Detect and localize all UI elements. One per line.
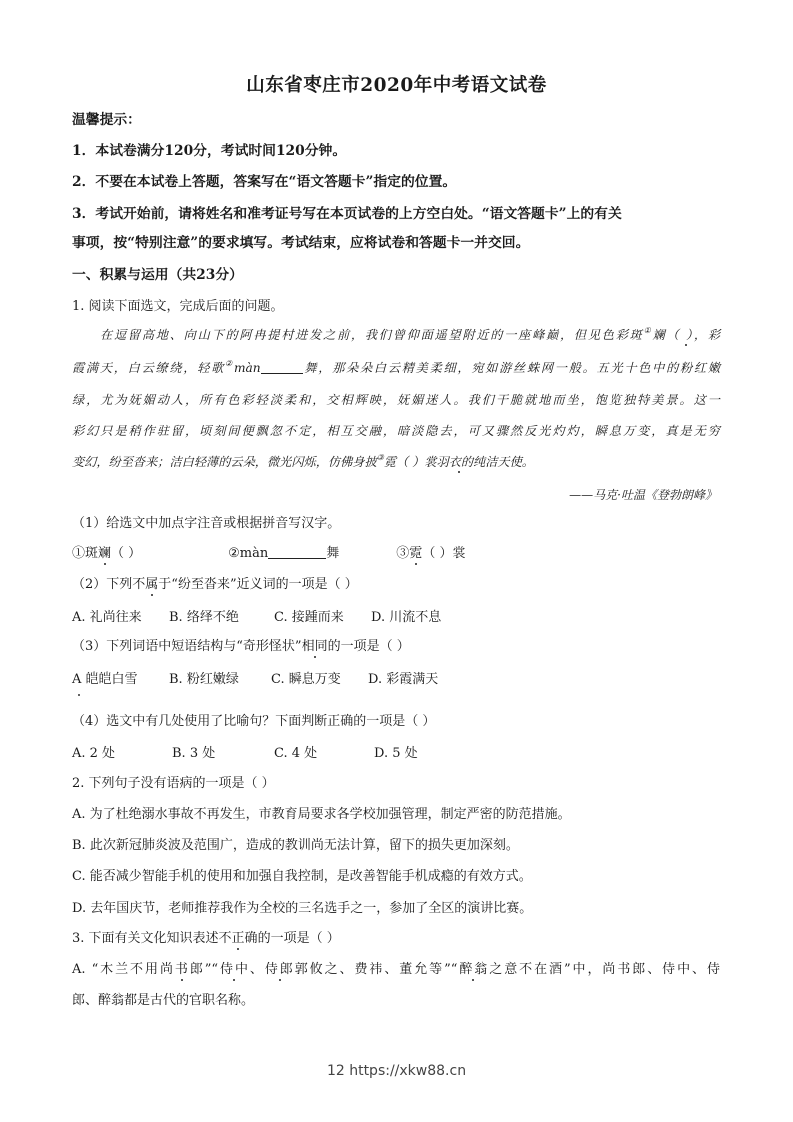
page-title: 山东省枣庄市2020年中考语文试卷 bbox=[246, 75, 547, 96]
q1-sub1-stem: （1）给选文中加点字注音或根据拼音写汉字。 bbox=[72, 516, 341, 531]
option-a: A. 2 处 bbox=[72, 746, 116, 761]
option-a: A 皑皑白雪 bbox=[72, 672, 138, 687]
notice-item-1: 1．本试卷满分120分，考试时间120分钟。 bbox=[72, 143, 347, 159]
passage-line-2: 霞满天，白云缭绕，轻歌②màn 舞，那朵朵白云精美柔细，宛如游丝蛛网一般。五光十色中的粉红嫩 bbox=[72, 359, 721, 375]
passage-line-4: 彩幻只是稍作驻留，顷刻间便飘忽不定，相互交融，暗淡隐去，可又骤然反光灼灼，瞬息万变，真是无穷 bbox=[72, 424, 720, 438]
question-2-stem: 2. 下列句子没有语病的一项是（ ） bbox=[72, 776, 275, 791]
option-d: D. 5 处 bbox=[374, 746, 418, 761]
q2-option-c: C. 能否减少智能手机的使用和加强自我控制，是改善智能手机成瘾的有效方式。 bbox=[72, 869, 532, 884]
q2-option-b: B. 此次新冠肺炎波及范围广，造成的教训尚无法计算，留下的损失更加深刻。 bbox=[72, 838, 519, 853]
option-c: C. 瞬息万变 bbox=[271, 672, 341, 687]
notice-item-3: 3．考试开始前，请将姓名和准考证号写在本页试卷的上方空白处。“语文答题卡”上的有关 bbox=[72, 206, 622, 222]
question-1-stem: 1. 阅读下面选文，完成后面的问题。 bbox=[72, 299, 284, 314]
passage-line-3: 绿，尤为妩媚动人，所有色彩轻淡柔和，交相辉映，妩媚迷人。我们干脆就地而坐，饱览独特美景。这一 bbox=[72, 393, 720, 407]
section-1-heading: 一、积累与运用（共23分） bbox=[72, 267, 243, 283]
q1-sub3-options bbox=[72, 671, 438, 689]
q3-option-a-line-1: A. “木兰不用尚书郎”“侍中、侍郎郭攸之、费祎、董允等”“醉翁之意不在酒”中，尚书郎、侍中、侍 bbox=[72, 962, 720, 977]
passage-source: ——马克·吐温《登勃朗峰》 bbox=[569, 488, 717, 502]
passage-line-1: 在逗留高地、向山下的阿冉提村进发之前，我们曾仰面遥望附近的一座峰巅，但见色彩斑①斓（ ），彩 bbox=[100, 326, 721, 342]
passage-line-5: 变幻，纷至沓来；洁白轻薄的云朵，微光闪烁，仿佛身披③霓（ ）裳羽衣的纯洁天使。 bbox=[72, 453, 534, 469]
notice-item-3-cont: 事项，按“特别注意”的要求填写。考试结束，应将试卷和答题卡一并交回。 bbox=[72, 235, 530, 251]
option-c: C. 接踵而来 bbox=[274, 610, 344, 625]
option-c: C. 4 处 bbox=[274, 746, 318, 761]
option-d: D. 川流不息 bbox=[371, 610, 442, 625]
option-a: A. 礼尚往来 bbox=[72, 610, 142, 625]
q2-option-a: A. 为了杜绝溺水事故不再发生，市教育局要求各学校加强管理，制定严密的防范措施。 bbox=[72, 807, 571, 822]
q3-option-a-line-2: 郎、醉翁都是古代的官职名称。 bbox=[72, 993, 255, 1008]
q1-sub1-answers: ①斑斓（ ） ②màn 舞 ③霓（ ）裳 bbox=[72, 546, 466, 561]
option-b: B. 络绎不绝 bbox=[169, 610, 239, 625]
q1-sub2-options bbox=[72, 609, 441, 627]
page-footer: 12 https://xkw88.cn bbox=[326, 1063, 467, 1079]
q2-option-d: D. 去年国庆节，老师推荐我作为全校的三名选手之一，参加了全区的演讲比赛。 bbox=[72, 901, 533, 916]
q1-sub2-stem: （2）下列不属于“纷至沓来”近义词的一项是（ ） bbox=[72, 577, 358, 592]
option-d: D. 彩霞满天 bbox=[368, 672, 439, 687]
question-3-stem: 3. 下面有关文化知识表述不正确的一项是（ ） bbox=[72, 931, 340, 946]
stray-mark bbox=[78, 694, 80, 696]
notice-item-2: 2．不要在本试卷上答题，答案写在“语文答题卡”指定的位置。 bbox=[72, 174, 457, 190]
q1-sub4-stem: （4）选文中有几处使用了比喻句？下面判断正确的一项是（ ） bbox=[72, 714, 436, 729]
option-b: B. 3 处 bbox=[172, 746, 216, 761]
q1-sub4-options bbox=[72, 745, 418, 763]
q1-sub3-stem: （3）下列词语中短语结构与“奇形怪状”相同的一项是（ ） bbox=[72, 639, 410, 654]
notice-heading: 温馨提示： bbox=[72, 112, 141, 128]
option-b: B. 粉红嫩绿 bbox=[169, 672, 239, 687]
